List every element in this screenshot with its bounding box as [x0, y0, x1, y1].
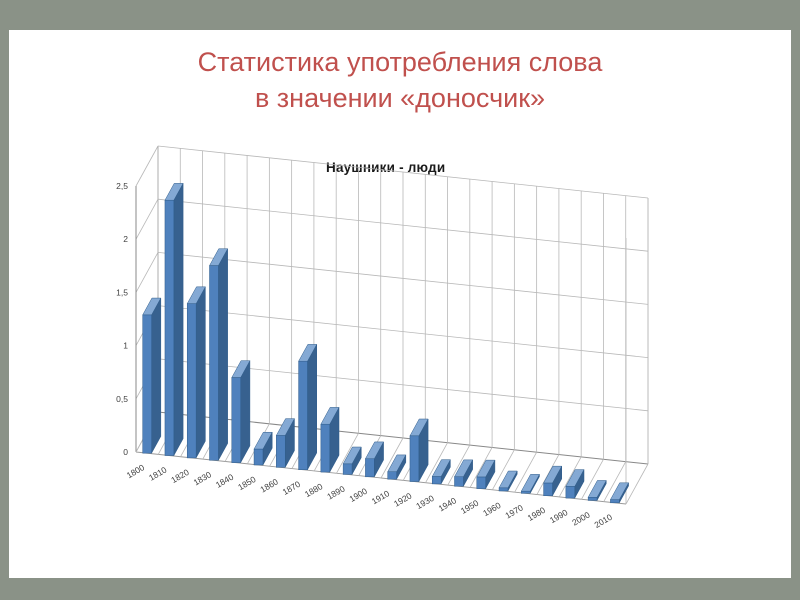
slide-frame-top	[0, 0, 800, 30]
chart-x-tick-label: 2010	[592, 511, 614, 531]
chart-x-tick-label: 1820	[169, 466, 191, 486]
chart-x-tick-label: 1860	[258, 476, 280, 495]
page-title	[60, 44, 740, 117]
chart-x-tick-label: 1990	[547, 507, 570, 526]
svg-text:1: 1	[123, 340, 128, 351]
slide-frame-left	[0, 0, 9, 600]
chart-bar	[432, 460, 450, 484]
chart-container	[96, 152, 656, 552]
svg-text:2: 2	[123, 234, 128, 245]
chart-title: Наушники - люди	[326, 160, 446, 175]
chart-bar	[544, 466, 562, 496]
chart-bar	[410, 419, 428, 482]
page-title-line-1: Статистика употребления слова	[197, 47, 603, 77]
chart-bar	[210, 249, 228, 461]
chart-bar	[566, 470, 584, 499]
chart-x-tick-label: 1880	[302, 481, 325, 500]
chart-x-tick-label: 1890	[325, 483, 347, 502]
chart-bar	[343, 447, 361, 474]
page-title-line-2: в значении «доносчик»	[254, 83, 546, 114]
chart-x-tick-label: 1900	[347, 485, 369, 505]
chart-x-tick-label: 1850	[236, 474, 258, 493]
chart-bar	[365, 442, 383, 477]
chart-x-tick-label: 1910	[369, 488, 392, 507]
slide-frame-bottom	[0, 578, 800, 600]
chart-x-tick-label: 1800	[124, 462, 147, 481]
chart-x-tick-label: 1840	[213, 471, 236, 490]
chart-bar	[588, 480, 606, 500]
chart-x-tick-label: 1920	[392, 490, 414, 509]
svg-text:0: 0	[123, 447, 128, 457]
chart-bar	[455, 460, 473, 486]
chart-x-tick-label: 1810	[147, 464, 169, 483]
chart-bar	[232, 361, 250, 463]
chart-bar	[477, 460, 495, 489]
chart-bar	[276, 419, 294, 468]
chart-x-tick-label: 1950	[458, 497, 481, 516]
chart-x-tick-label: 2000	[570, 509, 592, 528]
chart-bar	[165, 183, 183, 455]
chart-bar	[187, 287, 205, 458]
chart-bar	[521, 474, 539, 493]
chart-bar	[321, 407, 339, 472]
chart-y-tick-labels	[116, 181, 128, 457]
chart-x-tick-label: 1930	[414, 492, 436, 512]
chart-bar	[299, 344, 317, 469]
slide-frame-right	[791, 0, 800, 600]
chart-bar	[143, 298, 161, 453]
chart-x-tick-label: 1940	[436, 495, 458, 514]
svg-text:2,5: 2,5	[116, 181, 128, 191]
bar-chart-3d	[96, 152, 656, 552]
chart-bar	[499, 471, 517, 491]
svg-text:0,5: 0,5	[116, 393, 128, 404]
svg-text:1,5: 1,5	[116, 287, 128, 298]
chart-bar	[388, 455, 406, 479]
chart-x-tick-label: 1870	[280, 478, 303, 497]
chart-x-tick-label: 1960	[481, 500, 503, 519]
chart-x-tick-label: 1980	[525, 504, 548, 523]
chart-x-tick-label: 1970	[503, 502, 525, 521]
chart-bar	[254, 432, 272, 465]
chart-x-tick-label: 1830	[191, 469, 213, 488]
